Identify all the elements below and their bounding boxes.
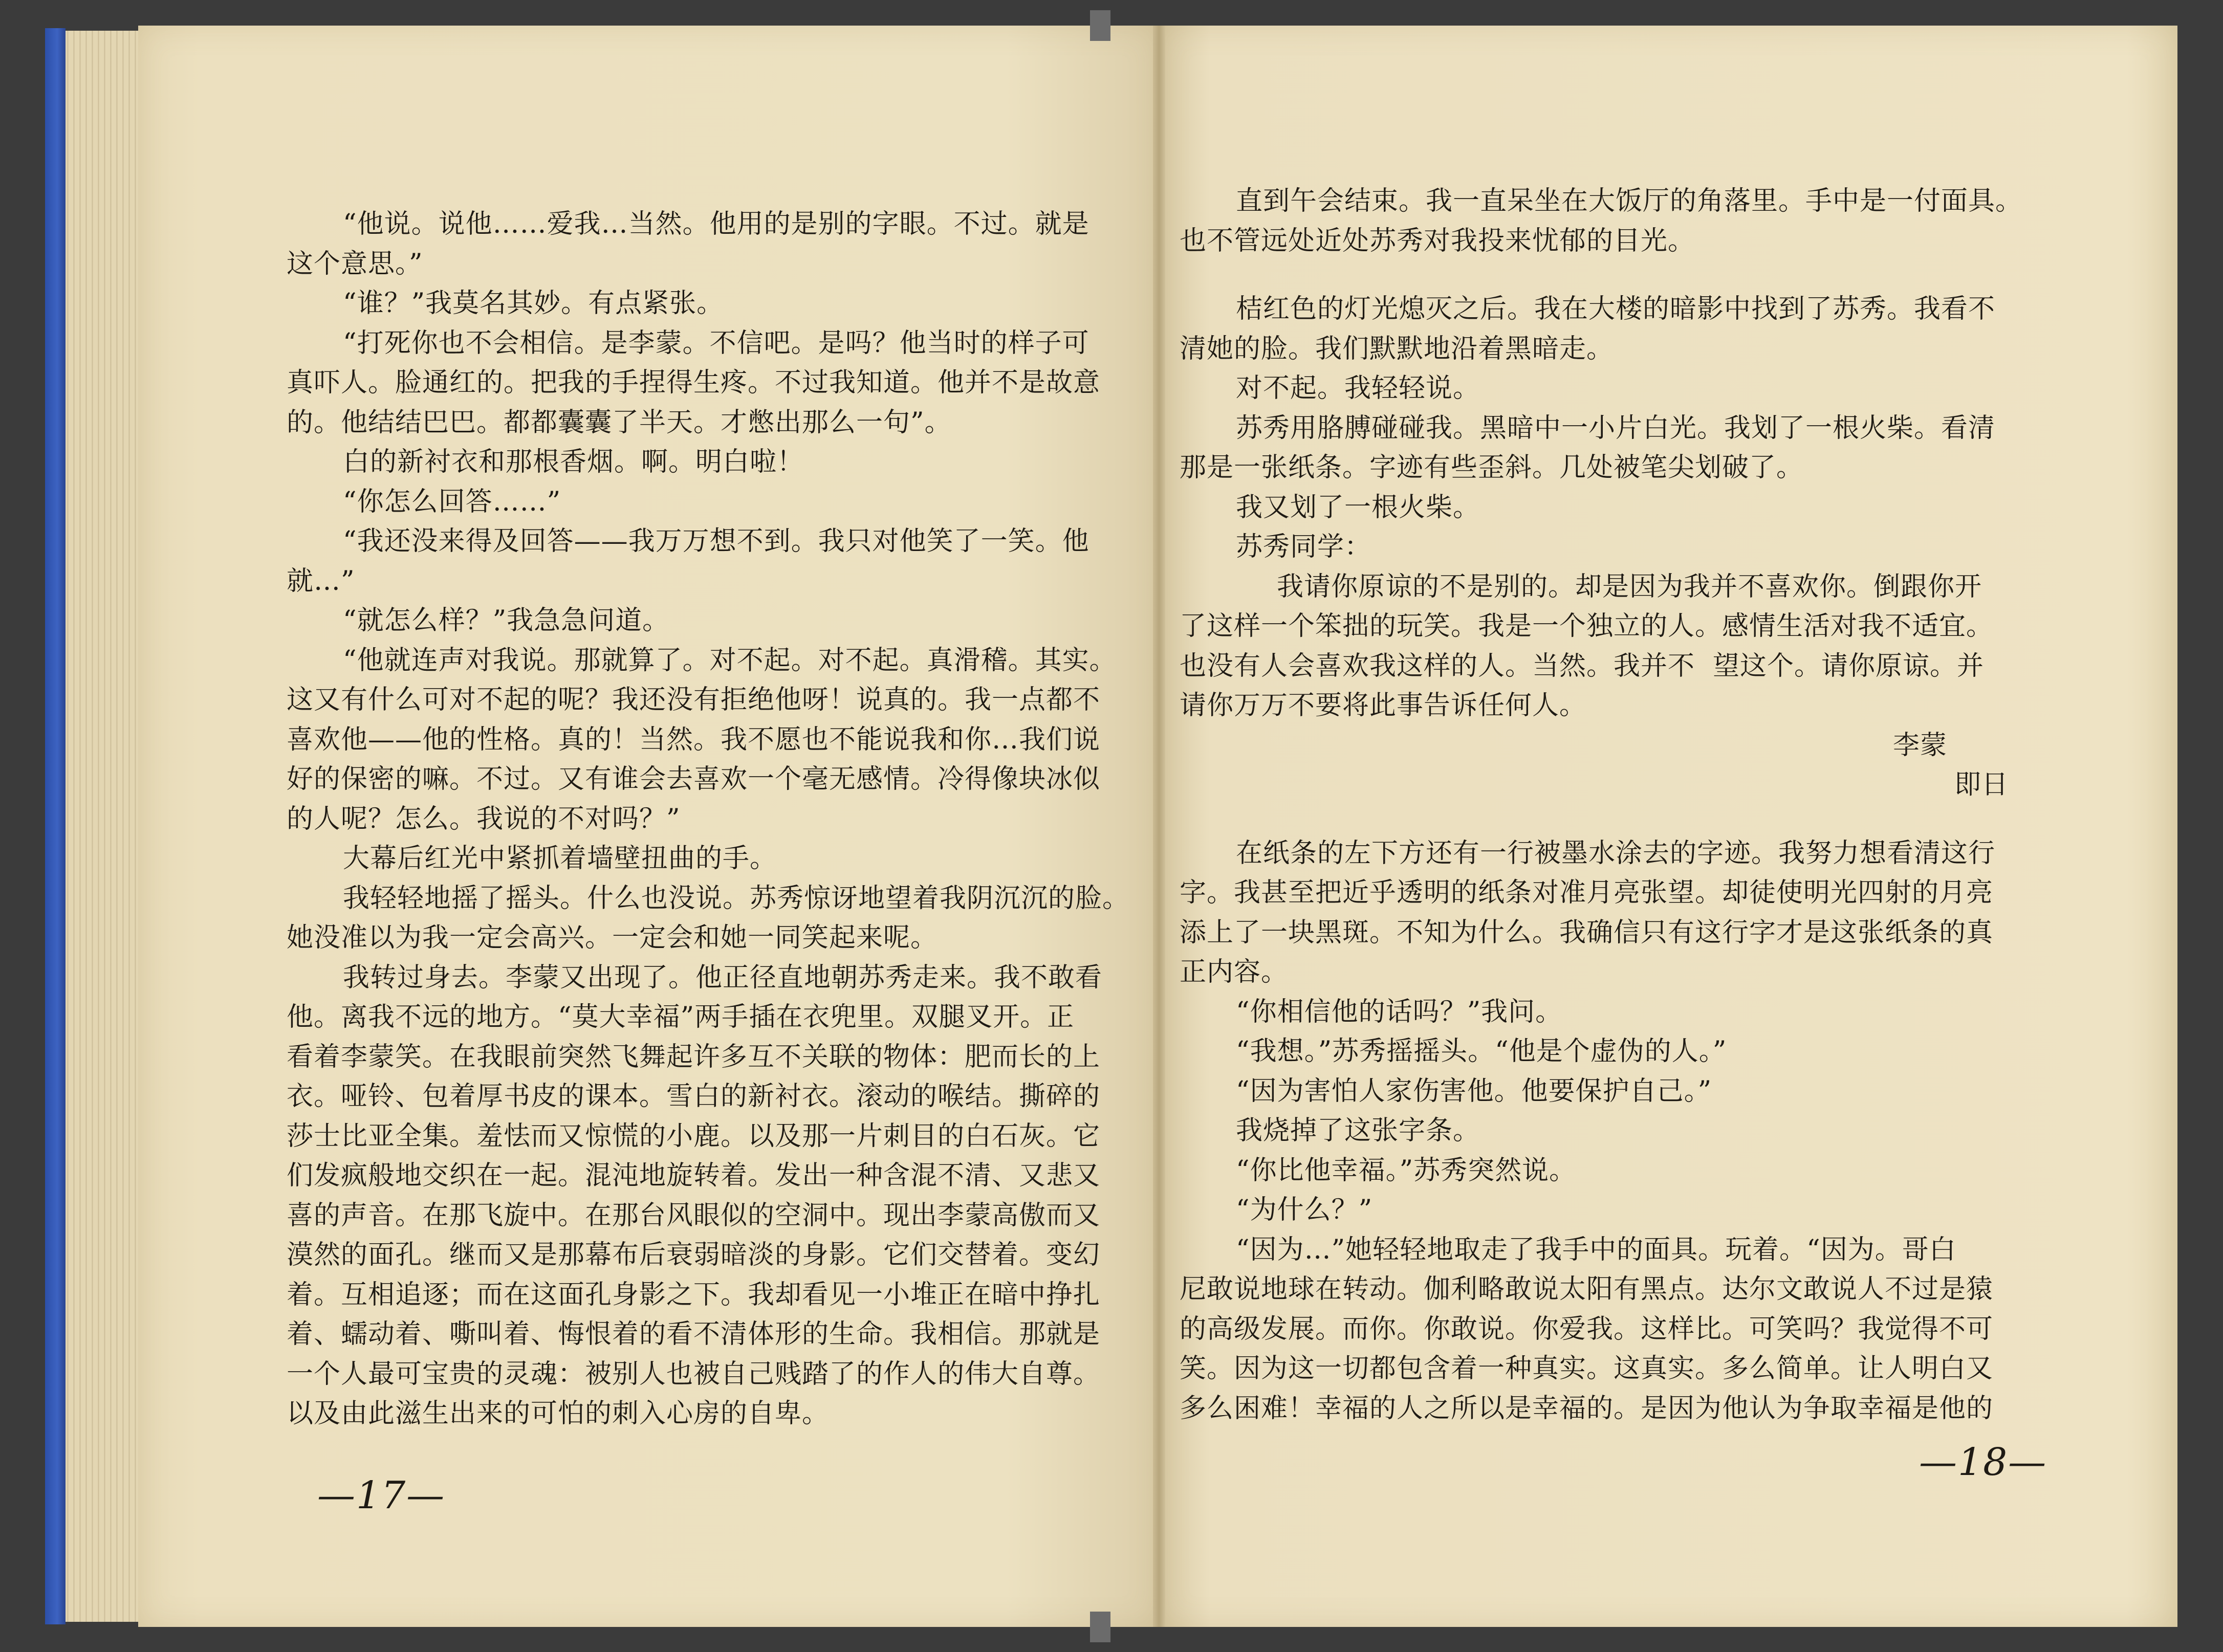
text-line: 这又有什么可对不起的呢？我还没有拒绝他呀！说真的。我一点都不 bbox=[287, 685, 1101, 715]
text-line: “因为害怕人家伤害他。他要保护自己。” bbox=[1236, 1075, 1712, 1107]
text-line: 多么困难！幸福的人之所以是幸福的。是因为他认为争取幸福是他的 bbox=[1180, 1393, 1994, 1424]
text-line: “你怎么回答……” bbox=[343, 486, 561, 517]
text-line: 也不管远处近处苏秀对我投来忧郁的目光。 bbox=[1180, 225, 1695, 256]
book-gutter bbox=[1153, 26, 1165, 1627]
text-line: 这个意思。” bbox=[287, 248, 423, 279]
text-line: 着。互相追逐；而在这面孔身影之下。我却看见一小堆正在暗中挣扎 bbox=[287, 1279, 1101, 1310]
text-line: 桔红色的灯光熄灭之后。我在大楼的暗影中找到了苏秀。我看不 bbox=[1236, 294, 1996, 324]
text-line: 着、蠕动着、嘶叫着、悔恨着的看不清体形的生命。我相信。那就是 bbox=[287, 1319, 1101, 1350]
text-line: “他说。说他……爱我…当然。他用的是别的字眼。不过。就是 bbox=[343, 209, 1089, 239]
cover-edge bbox=[45, 28, 66, 1624]
text-line: 真吓人。脸通红的。把我的手捏得生疼。不过我知道。他并不是故意 bbox=[287, 367, 1101, 398]
text-line: 们发疯般地交织在一起。混沌地旋转着。发出一种含混不清、又悲又 bbox=[287, 1160, 1101, 1191]
text-line: 对不起。我轻轻说。 bbox=[1236, 373, 1480, 404]
text-line: 看着李蒙笑。在我眼前突然飞舞起许多互不关联的物体：肥而长的上 bbox=[287, 1041, 1101, 1072]
text-line: 即日 bbox=[1954, 769, 2009, 800]
page-stack-edge bbox=[56, 31, 148, 1622]
text-line: 我请你原谅的不是别的。却是因为我并不喜欢你。倒跟你开 bbox=[1277, 571, 1982, 602]
text-line: 我轻轻地摇了摇头。什么也没说。苏秀惊讶地望着我阴沉沉的脸。 bbox=[343, 883, 1130, 914]
section-gap bbox=[1180, 805, 2039, 834]
text-line: 请你万万不要将此事告诉任何人。 bbox=[1180, 690, 1587, 721]
text-line: 就…” bbox=[287, 565, 355, 597]
text-line: 的。他结结巴巴。都都囊囊了半天。才憋出那么一句”。 bbox=[287, 407, 952, 438]
text-line: 白的新衬衣和那根香烟。啊。明白啦！ bbox=[343, 447, 804, 477]
text-line: 尼敢说地球在转动。伽利略敢说太阳有黑点。达尔文敢说人不过是猿 bbox=[1180, 1274, 1994, 1305]
text-line: 我转过身去。李蒙又出现了。他正径直地朝苏秀走来。我不敢看 bbox=[343, 962, 1103, 993]
section-gap bbox=[1180, 261, 2039, 290]
text-line: 我烧掉了这张字条。 bbox=[1236, 1115, 1480, 1146]
left-page-body bbox=[287, 205, 1130, 1434]
text-line: 以及由此滋生出来的可怕的刺入心房的自卑。 bbox=[287, 1398, 830, 1429]
text-line: 衣。哑铃、包着厚书皮的课本。雪白的新衬衣。滚动的喉结。撕碎的 bbox=[287, 1081, 1101, 1112]
text-line: 正内容。 bbox=[1180, 957, 1289, 987]
text-line: 的人呢？怎么。我说的不对吗？” bbox=[287, 803, 681, 834]
text-line: 喜的声音。在那飞旋中。在那台风眼似的空洞中。现出李蒙高傲而又 bbox=[287, 1200, 1101, 1231]
page-number-right: —18— bbox=[1919, 1440, 2047, 1484]
text-line: 了这样一个笨拙的玩笑。我是一个独立的人。感情生活对我不适宜。 bbox=[1180, 611, 1994, 642]
text-line: “就怎么样？”我急急问道。 bbox=[343, 605, 670, 636]
text-line: 笑。因为这一切都包含着一种真实。这真实。多么简单。让人明白又 bbox=[1180, 1353, 1994, 1384]
text-line: 我又划了一根火柴。 bbox=[1236, 492, 1480, 523]
page-number-left: —17— bbox=[317, 1473, 446, 1517]
text-line: 一个人最可宝贵的灵魂：被别人也被自己贱踏了的作人的伟大自尊。 bbox=[287, 1358, 1101, 1390]
spine-tab-bottom bbox=[1090, 1612, 1110, 1642]
text-line: 漠然的面孔。继而又是那幕布后衰弱暗淡的身影。它们交替着。变幻 bbox=[287, 1240, 1101, 1270]
text-line: “谁？”我莫名其妙。有点紧张。 bbox=[343, 288, 724, 319]
text-line: “打死你也不会相信。是李蒙。不信吧。是吗？他当时的样子可 bbox=[343, 327, 1089, 359]
text-line: “为什么？” bbox=[1236, 1195, 1373, 1225]
text-line: “我想。”苏秀摇摇头。“他是个虚伪的人。” bbox=[1236, 1036, 1727, 1067]
text-line: 她没准以为我一定会高兴。一定会和她一同笑起来呢。 bbox=[287, 922, 938, 953]
text-line: 的高级发展。而你。你敢说。你爱我。这样比。可笑吗？我觉得不可 bbox=[1180, 1313, 1994, 1345]
text-line: 李蒙 bbox=[1892, 730, 1947, 761]
text-line: 添上了一块黑斑。不知为什么。我确信只有这行字才是这张纸条的真 bbox=[1180, 917, 1994, 948]
text-line: “因为…”她轻轻地取走了我手中的面具。玩着。“因为。哥白 bbox=[1236, 1234, 1956, 1265]
text-line: “我还没来得及回答——我万万想不到。我只对他笑了一笑。他 bbox=[343, 526, 1089, 557]
text-line: 大幕后红光中紧抓着墙壁扭曲的手。 bbox=[343, 843, 777, 874]
text-line: 他。离我不远的地方。“莫大幸福”两手插在衣兜里。双腿叉开。正 bbox=[287, 1002, 1075, 1032]
right-page-body bbox=[1180, 182, 2039, 1428]
text-line: 那是一张纸条。字迹有些歪斜。几处被笔尖划破了。 bbox=[1180, 452, 1804, 483]
text-line: 在纸条的左下方还有一行被墨水涂去的字迹。我努力想看清这行 bbox=[1236, 838, 1996, 869]
text-line: 苏秀同学： bbox=[1236, 532, 1372, 562]
text-line: 清她的脸。我们默默地沿着黑暗走。 bbox=[1180, 333, 1614, 364]
spine-tab-top bbox=[1090, 10, 1110, 41]
text-line: 莎士比亚全集。羞怯而又惊慌的小鹿。以及那一片刺目的白石灰。它 bbox=[287, 1120, 1101, 1152]
text-line: “你相信他的话吗？”我问。 bbox=[1236, 996, 1563, 1027]
text-line: “他就连声对我说。那就算了。对不起。对不起。真滑稽。其实。 bbox=[343, 645, 1117, 676]
text-line: “你比他幸福。”苏秀突然说。 bbox=[1236, 1155, 1577, 1186]
text-line: 喜欢他——他的性格。真的！当然。我不愿也不能说我和你…我们说 bbox=[287, 724, 1101, 755]
text-line: 也没有人会喜欢我这样的人。当然。我并不 望这个。请你原谅。并 bbox=[1180, 650, 1985, 681]
text-line: 苏秀用胳膊碰碰我。黑暗中一小片白光。我划了一根火柴。看清 bbox=[1236, 412, 1996, 444]
text-line: 字。我甚至把近乎透明的纸条对准月亮张望。却徒使明光四射的月亮 bbox=[1180, 877, 1994, 908]
text-line: 直到午会结束。我一直呆坐在大饭厅的角落里。手中是一付面具。 bbox=[1236, 186, 2023, 216]
text-line: 好的保密的嘛。不过。又有谁会去喜欢一个毫无感情。冷得像块冰似 bbox=[287, 764, 1101, 795]
